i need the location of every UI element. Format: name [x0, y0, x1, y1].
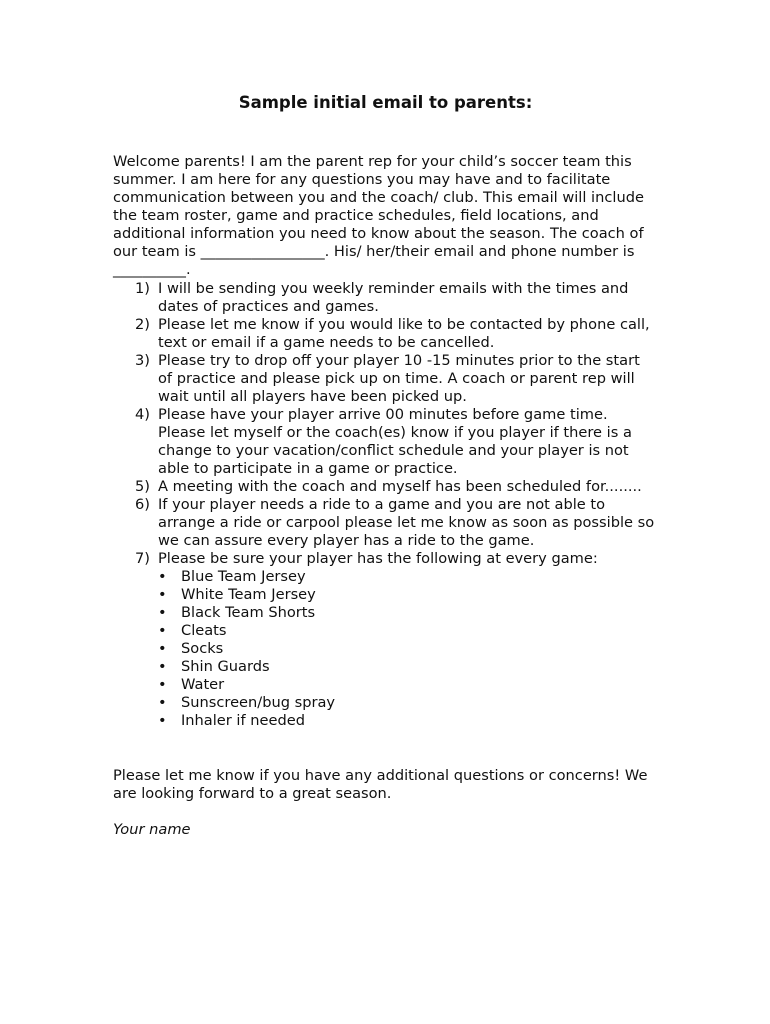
checklist-item-label: Black Team Shorts — [181, 604, 316, 621]
checklist-item — [158, 604, 658, 622]
checklist-item-label: White Team Jersey — [181, 586, 316, 603]
list-item — [113, 280, 658, 316]
signature: Your name — [113, 821, 191, 838]
checklist-item-label: Sunscreen/bug spray — [181, 694, 336, 711]
list-item-text: Please have your player arrive 00 minutes before game time. Please let myself or the coach(es) know if you player if there is a change to your vacation/conflict schedule and your player is not able to participate in a game or practice. — [158, 406, 632, 477]
list-item — [113, 550, 658, 730]
closing-paragraph: Please let me know if you have any additional questions or concerns! We are looking forward to a great season. — [113, 767, 648, 802]
bullet-icon: • — [158, 712, 167, 729]
list-item-text: A meeting with the coach and myself has been scheduled for........ — [158, 478, 642, 495]
checklist-item — [158, 694, 658, 712]
list-item — [113, 316, 658, 352]
list-number: 2) — [135, 316, 150, 333]
list-number: 3) — [135, 352, 150, 369]
bullet-icon: • — [158, 658, 167, 675]
checklist-item — [158, 712, 658, 730]
list-item-text: I will be sending you weekly reminder emails with the times and dates of practices and games. — [158, 280, 629, 315]
list-number: 7) — [135, 550, 150, 567]
checklist-item — [158, 568, 658, 586]
checklist-item-label: Shin Guards — [181, 658, 270, 675]
document-title: Sample initial email to parents: — [238, 93, 533, 112]
list-item-text: Please let me know if you would like to be contacted by phone call, text or email if a game needs to be cancelled. — [158, 316, 650, 351]
checklist-item-label: Inhaler if needed — [181, 712, 305, 729]
bullet-icon: • — [158, 586, 167, 603]
list-number: 5) — [135, 478, 150, 495]
checklist-item-label: Water — [181, 676, 225, 693]
intro-paragraph: Welcome parents! I am the parent rep for your child’s soccer team this summer. I am here for any questions you may have and to facilitate communication between you and the coach/ club. This email will include the team roster, game and practice schedules, field locations, and additional information you need to know about the season. The coach of our team is _________________. His/ her/their email and phone number is __________. — [113, 153, 644, 278]
checklist-item-label: Blue Team Jersey — [181, 568, 306, 585]
checklist-item — [158, 622, 658, 640]
list-number: 4) — [135, 406, 150, 423]
checklist-item — [158, 586, 658, 604]
list-number: 6) — [135, 496, 150, 513]
list-item-text: Please be sure your player has the following at every game: — [158, 550, 598, 567]
list-number: 1) — [135, 280, 150, 297]
checklist-item — [158, 640, 658, 658]
checklist — [158, 568, 658, 730]
numbered-list — [113, 280, 658, 730]
bullet-icon: • — [158, 640, 167, 657]
checklist-item — [158, 658, 658, 676]
list-item — [113, 406, 658, 478]
list-item — [113, 496, 658, 550]
bullet-icon: • — [158, 568, 167, 585]
bullet-icon: • — [158, 694, 167, 711]
checklist-item-label: Socks — [181, 640, 224, 657]
checklist-item — [158, 676, 658, 694]
list-item — [113, 478, 658, 496]
bullet-icon: • — [158, 676, 167, 693]
bullet-icon: • — [158, 604, 167, 621]
list-item — [113, 352, 658, 406]
list-item-text: If your player needs a ride to a game and you are not able to arrange a ride or carpool please let me know as soon as possible so we can assure every player has a ride to the game. — [158, 496, 655, 549]
bullet-icon: • — [158, 622, 167, 639]
checklist-item-label: Cleats — [181, 622, 227, 639]
list-item-text: Please try to drop off your player 10 -15 minutes prior to the start of practice and please pick up on time. A coach or parent rep will wait until all players have been picked up. — [158, 352, 640, 405]
